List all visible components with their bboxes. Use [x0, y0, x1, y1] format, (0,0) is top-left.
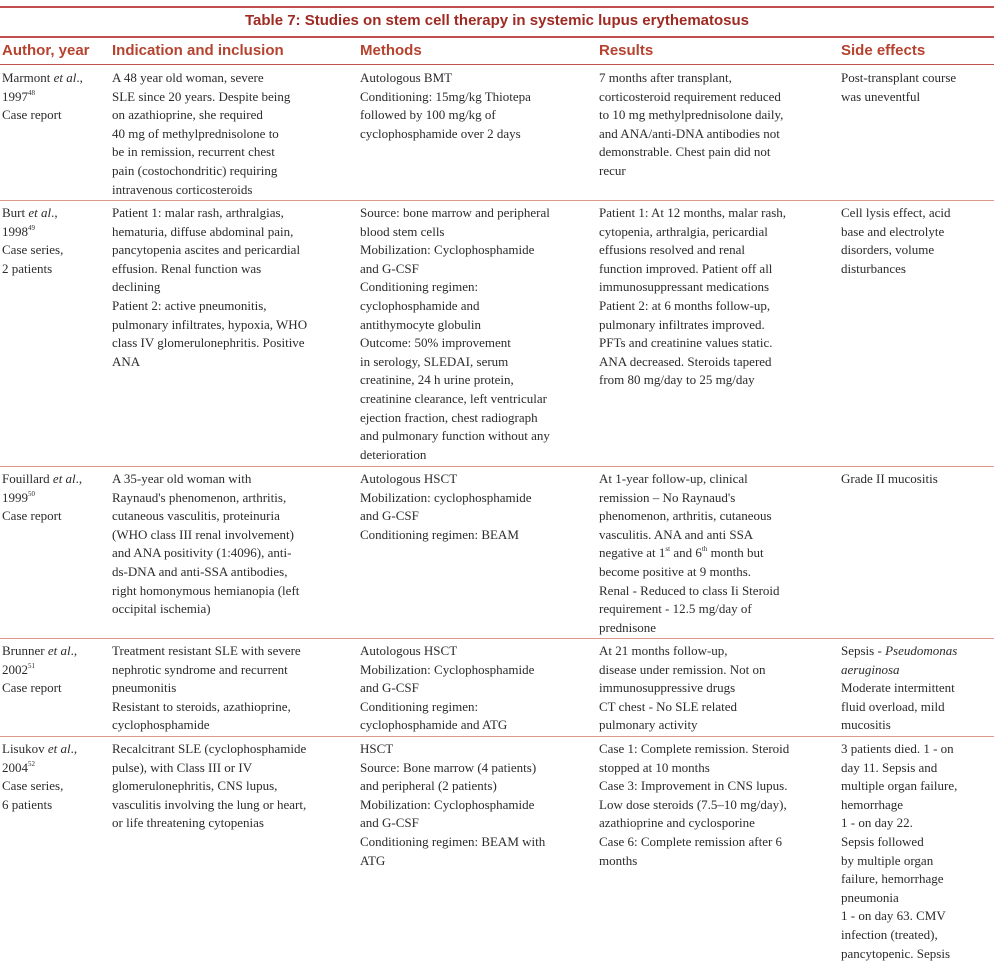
- author-line: Fouillard et al.,: [2, 471, 83, 486]
- cell-line: Case 6: Complete remission after 6: [599, 833, 783, 849]
- cell-line: Patient 1: malar rash, arthralgias,: [112, 205, 284, 220]
- cell-line: Conditioning regimen:: [360, 279, 479, 295]
- cell-line: Grade II mucositis: [841, 471, 938, 486]
- cell-line: occipital ischemia): [112, 601, 211, 617]
- author-line: 2004$^{52}$: [2, 759, 35, 775]
- cell-line: declining: [112, 279, 161, 295]
- cell-line: Outcome: 50% improvement: [360, 335, 511, 351]
- cell-side-effects: [841, 204, 991, 278]
- cell-line: followed by 100 mg/kg of: [360, 107, 496, 123]
- cell-line: Cell lysis effect, acid: [841, 205, 951, 220]
- cell-line: hematuria, diffuse abdominal pain,: [112, 223, 294, 239]
- cell-line: Low dose steroids (7.5–10 mg/day),: [599, 796, 787, 812]
- cell-line: Mobilization: Cyclophosphamide: [360, 242, 535, 258]
- cell-line: pneumonia: [841, 889, 899, 905]
- cell-line: At 21 months follow-up,: [599, 643, 728, 658]
- cell-line: 1 - on day 22.: [841, 815, 913, 831]
- cell-line: mucositis: [841, 717, 891, 733]
- cell-results: [599, 470, 835, 637]
- author-line: Lisukov et al.,: [2, 741, 78, 756]
- cell-line: Autologous HSCT: [360, 643, 458, 658]
- cell-line: Case 3: Improvement in CNS lupus.: [599, 778, 788, 794]
- cell-line: 1 - on day 63. CMV: [841, 908, 946, 924]
- cell-line: right homonymous hemianopia (left: [112, 582, 300, 598]
- cell-line: SLE since 20 years. Despite being: [112, 88, 291, 104]
- cell-line: disease under remission. Not on: [599, 661, 766, 677]
- cell-line: become positive at 9 months.: [599, 563, 752, 579]
- cell-side-effects: [841, 470, 991, 489]
- col-header-results: Results: [599, 42, 654, 59]
- cell-line: and G-CSF: [360, 815, 419, 831]
- cell-author: [2, 642, 108, 698]
- cell-line: remission – No Raynaud's: [599, 489, 736, 505]
- cell-line: function improved. Patient off all: [599, 260, 773, 276]
- cell-line: and ANA positivity (1:4096), anti-: [112, 545, 292, 561]
- cell-line: Recalcitrant SLE (cyclophosphamide: [112, 741, 307, 756]
- cell-line: Autologous HSCT: [360, 471, 458, 486]
- cell-line: Sepsis - Pseudomonas: [841, 643, 958, 658]
- cell-side-effects: [841, 642, 991, 735]
- cell-line: immunosuppressive drugs: [599, 680, 736, 696]
- row-separator: [0, 466, 994, 467]
- cell-line: 3 patients died. 1 - on: [841, 741, 954, 756]
- cell-line: disturbances: [841, 260, 906, 276]
- cell-line: hemorrhage: [841, 796, 904, 812]
- cell-line: Conditioning: 15mg/kg Thiotepa: [360, 88, 531, 104]
- cell-indication: [112, 642, 356, 735]
- cell-line: fluid overload, mild: [841, 698, 945, 714]
- author-line: 1999$^{50}$: [2, 489, 35, 505]
- cell-line: infection (treated),: [841, 926, 938, 942]
- cell-results: [599, 740, 835, 870]
- cell-line: pulmonary activity: [599, 717, 698, 733]
- cell-line: pulmonary infiltrates, hypoxia, WHO: [112, 316, 308, 332]
- cell-line: ATG: [360, 852, 386, 868]
- cell-line: Mobilization: cyclophosphamide: [360, 489, 532, 505]
- author-line: Case series,: [2, 778, 64, 794]
- header-bottom-rule: [0, 64, 994, 65]
- cell-author: [2, 204, 108, 278]
- author-line: Case report: [2, 107, 62, 123]
- cell-author: [2, 740, 108, 814]
- author-line: Case series,: [2, 242, 64, 258]
- col-header-author: Author, year: [2, 42, 90, 59]
- cell-line: from 80 mg/day to 25 mg/day: [599, 372, 755, 388]
- cell-line: Conditioning regimen:: [360, 698, 479, 714]
- cell-line: PFTs and creatinine values static.: [599, 335, 773, 351]
- cell-methods: [360, 204, 596, 464]
- row-separator: [0, 638, 994, 639]
- cell-line: Post-transplant course: [841, 70, 957, 85]
- cell-line: and G-CSF: [360, 680, 419, 696]
- cell-line: A 35-year old woman with: [112, 471, 252, 486]
- cell-line: (WHO class III renal involvement): [112, 526, 294, 542]
- cell-line: Patient 2: at 6 months follow-up,: [599, 297, 771, 313]
- cell-line: Raynaud's phenomenon, arthritis,: [112, 489, 287, 505]
- cell-line: demonstrable. Chest pain did not: [599, 144, 771, 160]
- cell-line: nephrotic syndrome and recurrent: [112, 661, 288, 677]
- cell-line: A 48 year old woman, severe: [112, 70, 264, 85]
- col-header-indication: Indication and inclusion: [112, 42, 284, 59]
- cell-line: failure, hemorrhage: [841, 871, 944, 887]
- cell-line: pain (costochondritic) requiring: [112, 162, 278, 178]
- cell-results: [599, 642, 835, 735]
- author-line: Marmont et al.,: [2, 70, 83, 85]
- cell-line: Patient 1: At 12 months, malar rash,: [599, 205, 787, 220]
- author-line: Brunner et al.,: [2, 643, 78, 658]
- cell-line: cytopenia, arthralgia, pericardial: [599, 223, 768, 239]
- cell-line: stopped at 10 months: [599, 759, 710, 775]
- author-line: 2002$^{51}$: [2, 661, 35, 677]
- cell-line: 40 mg of methylprednisolone to: [112, 125, 279, 141]
- cell-line: base and electrolyte: [841, 223, 945, 239]
- cell-line: azathioprine and cyclosporine: [599, 815, 755, 831]
- cell-line: antithymocyte globulin: [360, 316, 481, 332]
- cell-line: Autologous BMT: [360, 70, 453, 85]
- cell-methods: [360, 470, 596, 544]
- cell-line: pulmonary infiltrates improved.: [599, 316, 765, 332]
- cell-author: [2, 470, 108, 526]
- cell-line: class IV glomerulonephritis. Positive: [112, 335, 305, 351]
- cell-line: effusions resolved and renal: [599, 242, 745, 258]
- author-line: 1998$^{49}$: [2, 223, 35, 239]
- cell-line: Conditioning regimen: BEAM with: [360, 833, 546, 849]
- cell-line: requirement - 12.5 mg/day of: [599, 601, 752, 617]
- cell-side-effects: [841, 740, 991, 963]
- cell-line: immunosuppressant medications: [599, 279, 770, 295]
- cell-line: At 1-year follow-up, clinical: [599, 471, 748, 486]
- cell-line: months: [599, 852, 638, 868]
- cell-line: on azathioprine, she required: [112, 107, 263, 123]
- cell-line: Source: bone marrow and peripheral: [360, 205, 550, 220]
- cell-line: multiple organ failure,: [841, 778, 958, 794]
- cell-line: ejection fraction, chest radiograph: [360, 409, 538, 425]
- cell-line: Sepsis followed: [841, 833, 924, 849]
- cell-line: ANA: [112, 353, 141, 369]
- cell-line: pancytopenia ascites and pericardial: [112, 242, 301, 258]
- cell-line: cutaneous vasculitis, proteinuria: [112, 508, 280, 524]
- cell-author: [2, 69, 108, 125]
- col-header-methods: Methods: [360, 42, 422, 59]
- cell-line: and G-CSF: [360, 508, 419, 524]
- cell-line: pancytopenic. Sepsis: [841, 945, 951, 961]
- cell-line: pulse), with Class III or IV: [112, 759, 253, 775]
- cell-line: day 11. Sepsis and: [841, 759, 938, 775]
- cell-line: by multiple organ: [841, 852, 934, 868]
- cell-line: cyclophosphamide over 2 days: [360, 125, 521, 141]
- cell-line: be in remission, recurrent chest: [112, 144, 275, 160]
- cell-indication: [112, 470, 356, 619]
- cell-line: disorders, volume: [841, 242, 935, 258]
- cell-indication: [112, 204, 356, 371]
- table-title: Table 7: Studies on stem cell therapy in systemic lupus erythematosus: [244, 12, 750, 29]
- cell-line: cyclophosphamide: [112, 717, 210, 733]
- cell-line: 7 months after transplant,: [599, 70, 732, 85]
- cell-line: deterioration: [360, 446, 427, 462]
- cell-line: Moderate intermittent: [841, 680, 955, 696]
- author-line: 1997$^{48}$: [2, 88, 35, 104]
- cell-line: creatinine clearance, left ventricular: [360, 390, 547, 406]
- cell-line: corticosteroid requirement reduced: [599, 88, 781, 104]
- cell-line: in serology, SLEDAI, serum: [360, 353, 509, 369]
- cell-line: blood stem cells: [360, 223, 445, 239]
- table-top-rule: [0, 6, 994, 8]
- cell-line: recur: [599, 162, 626, 178]
- cell-line: and peripheral (2 patients): [360, 778, 497, 794]
- row-separator: [0, 736, 994, 737]
- cell-methods: [360, 740, 596, 870]
- cell-indication: [112, 69, 356, 199]
- cell-indication: [112, 740, 356, 833]
- cell-side-effects: [841, 69, 991, 106]
- cell-line: Patient 2: active pneumonitis,: [112, 297, 267, 313]
- author-line: Case report: [2, 680, 62, 696]
- cell-line: Case 1: Complete remission. Steroid: [599, 741, 790, 756]
- cell-line: Resistant to steroids, azathioprine,: [112, 698, 291, 714]
- author-line: Burt et al.,: [2, 205, 58, 220]
- cell-line: glomerulonephritis, CNS lupus,: [112, 778, 278, 794]
- cell-line: Treatment resistant SLE with severe: [112, 643, 301, 658]
- cell-line: Renal - Reduced to class Ii Steroid: [599, 582, 780, 598]
- cell-line: or life threatening cytopenias: [112, 815, 264, 831]
- cell-line: negative at 1st and 6th month but: [599, 545, 764, 561]
- cell-line: cyclophosphamide and: [360, 297, 480, 313]
- author-line: Case report: [2, 508, 62, 524]
- cell-line: to 10 mg methylprednisolone daily,: [599, 107, 784, 123]
- cell-line: and pulmonary function without any: [360, 428, 550, 444]
- cell-line: CT chest - No SLE related: [599, 698, 738, 714]
- cell-line: and ANA/anti-DNA antibodies not: [599, 125, 780, 141]
- cell-line: was uneventful: [841, 88, 921, 104]
- cell-line: and G-CSF: [360, 260, 419, 276]
- cell-line: vasculitis involving the lung or heart,: [112, 796, 307, 812]
- cell-methods: [360, 69, 596, 143]
- cell-line: ds-DNA and anti-SSA antibodies,: [112, 563, 288, 579]
- cell-line: Mobilization: Cyclophosphamide: [360, 661, 535, 677]
- cell-line: creatinine, 24 h urine protein,: [360, 372, 514, 388]
- cell-methods: [360, 642, 596, 735]
- col-header-side-effects: Side effects: [841, 42, 926, 59]
- cell-line: pneumonitis: [112, 680, 177, 696]
- cell-line: Mobilization: Cyclophosphamide: [360, 796, 535, 812]
- cell-line: ANA decreased. Steroids tapered: [599, 353, 772, 369]
- cell-line: aeruginosa: [841, 661, 900, 677]
- cell-line: intravenous corticosteroids: [112, 181, 253, 197]
- cell-line: prednisone: [599, 619, 657, 635]
- cell-line: effusion. Renal function was: [112, 260, 262, 276]
- cell-line: Conditioning regimen: BEAM: [360, 526, 519, 542]
- cell-line: vasculitis. ANA and anti SSA: [599, 526, 754, 542]
- cell-line: phenomenon, arthritis, cutaneous: [599, 508, 772, 524]
- cell-line: Source: Bone marrow (4 patients): [360, 759, 537, 775]
- cell-results: [599, 69, 835, 181]
- cell-line: HSCT: [360, 741, 394, 756]
- row-separator: [0, 200, 994, 201]
- cell-line: cyclophosphamide and ATG: [360, 717, 508, 733]
- cell-results: [599, 204, 835, 390]
- header-top-rule: [0, 36, 994, 38]
- author-line: 6 patients: [2, 796, 53, 812]
- author-line: 2 patients: [2, 260, 53, 276]
